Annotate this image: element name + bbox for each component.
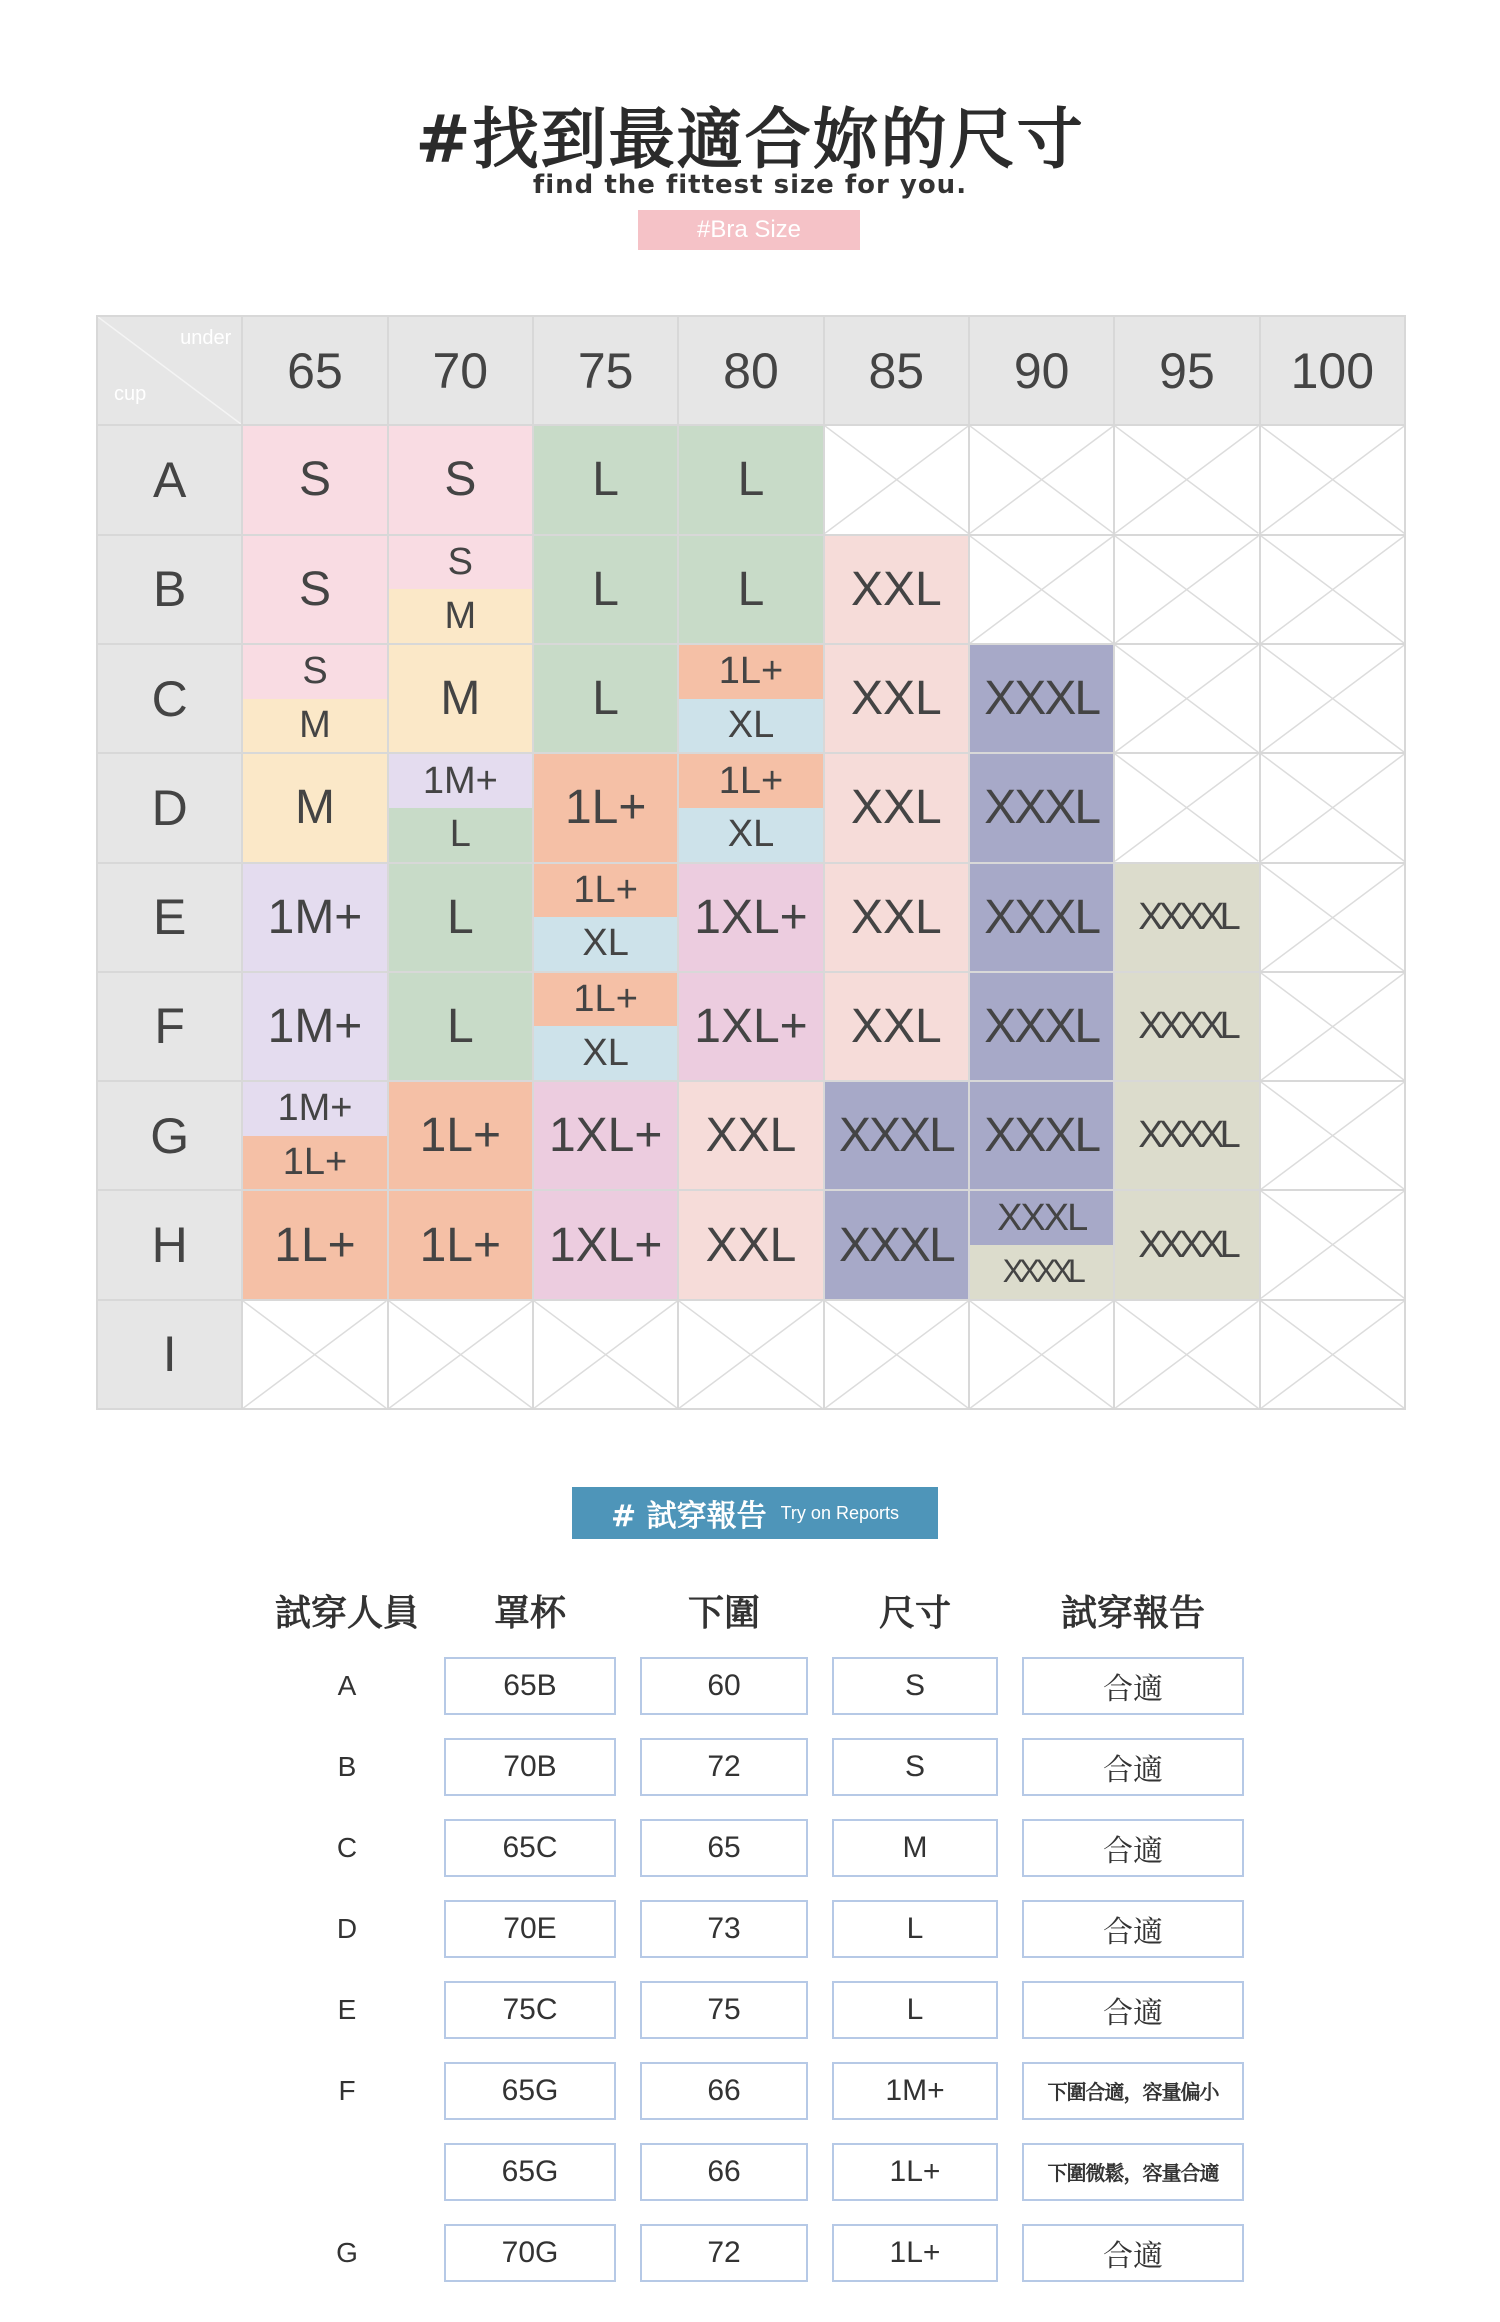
size-cell-G-75 xyxy=(534,1082,679,1191)
size-label: M xyxy=(389,589,532,643)
size-label: XXXL xyxy=(970,973,1113,1080)
size-label: XL xyxy=(679,699,822,753)
cup-header-F: F xyxy=(98,973,243,1082)
page-subtitle: find the fittest size for you. xyxy=(532,170,968,200)
report-person: G xyxy=(336,2236,358,2268)
report-size: S xyxy=(832,1657,998,1715)
report-person: E xyxy=(337,1993,357,2025)
size-label: XXXL xyxy=(970,864,1113,971)
report-result: 合適 xyxy=(1022,1819,1244,1877)
report-cup: 75C xyxy=(444,1981,616,2039)
size-cell-D-70 xyxy=(389,754,534,863)
size-label: 1XL+ xyxy=(679,973,822,1080)
size-cell-empty xyxy=(1261,1301,1406,1410)
size-cell-empty xyxy=(1115,426,1260,535)
size-cell-H-75 xyxy=(534,1191,679,1300)
size-cell-G-80 xyxy=(679,1082,824,1191)
cup-header-C: C xyxy=(98,645,243,754)
empty-cell-cross-icon xyxy=(1261,426,1404,533)
report-person: D xyxy=(336,1912,358,1944)
header-cup: 罩杯 xyxy=(493,1592,566,1634)
bra-size-badge: #Bra Size xyxy=(638,210,860,250)
size-cell-C-85 xyxy=(825,645,970,754)
size-cell-empty xyxy=(243,1301,388,1410)
empty-cell-cross-icon xyxy=(389,1301,532,1408)
size-label: M xyxy=(389,645,532,752)
size-label: M xyxy=(243,699,386,753)
report-cup: 70E xyxy=(444,1900,616,1958)
size-cell-empty xyxy=(1261,1082,1406,1191)
report-cup: 70B xyxy=(444,1738,616,1796)
cup-header-H: H xyxy=(98,1191,243,1300)
empty-cell-cross-icon xyxy=(1261,754,1404,861)
size-label: XXXXL xyxy=(1115,973,1258,1080)
size-cell-B-70 xyxy=(389,536,534,645)
size-cell-F-75 xyxy=(534,973,679,1082)
size-label: L xyxy=(534,426,677,533)
report-row xyxy=(250,1645,1250,1726)
size-cell-G-90 xyxy=(970,1082,1115,1191)
report-size: L xyxy=(832,1981,998,2039)
empty-cell-cross-icon xyxy=(970,426,1113,533)
report-result: 下圍微鬆，容量合適 xyxy=(1022,2143,1244,2201)
underbust-header-65: 65 xyxy=(243,317,388,426)
size-cell-empty xyxy=(970,536,1115,645)
size-label: XXL xyxy=(679,1082,822,1189)
cup-header-I: I xyxy=(98,1301,243,1410)
size-cell-A-80 xyxy=(679,426,824,535)
size-cell-empty xyxy=(1261,754,1406,863)
underbust-header-75: 75 xyxy=(534,317,679,426)
report-size: 1L+ xyxy=(832,2143,998,2201)
header-report: 試穿報告 xyxy=(1060,1592,1205,1634)
report-row xyxy=(250,1969,1250,2050)
size-label: XXXL xyxy=(970,1082,1113,1189)
size-cell-empty xyxy=(1261,536,1406,645)
size-cell-F-70 xyxy=(389,973,534,1082)
size-cell-H-65 xyxy=(243,1191,388,1300)
size-label: 1M+ xyxy=(243,973,386,1080)
empty-cell-cross-icon xyxy=(1261,645,1404,752)
size-label: XXL xyxy=(825,864,968,971)
header-person: 試穿人員 xyxy=(274,1592,419,1634)
report-result: 合適 xyxy=(1022,1900,1244,1958)
size-cell-B-80 xyxy=(679,536,824,645)
report-underbust: 66 xyxy=(640,2062,808,2120)
size-label: 1XL+ xyxy=(679,864,822,971)
page-title: #找到最適合妳的尺寸 xyxy=(415,101,1085,178)
size-cell-empty xyxy=(1115,754,1260,863)
size-cell-D-85 xyxy=(825,754,970,863)
size-cell-H-80 xyxy=(679,1191,824,1300)
size-label: XXXL xyxy=(970,754,1113,861)
size-cell-empty xyxy=(825,426,970,535)
size-label: 1L+ xyxy=(534,864,677,918)
size-label: L xyxy=(679,536,822,643)
size-cell-E-90 xyxy=(970,864,1115,973)
empty-cell-cross-icon xyxy=(825,426,968,533)
size-label: S xyxy=(243,426,386,533)
size-label: XXXL xyxy=(825,1191,968,1298)
size-cell-empty xyxy=(825,1301,970,1410)
size-cell-A-65 xyxy=(243,426,388,535)
cup-header-G: G xyxy=(98,1082,243,1191)
cup-header-B: B xyxy=(98,536,243,645)
size-label: XL xyxy=(534,917,677,971)
underbust-header-90: 90 xyxy=(970,317,1115,426)
corner-cup-label: cup xyxy=(114,383,147,406)
size-label: 1XL+ xyxy=(534,1191,677,1298)
empty-cell-cross-icon xyxy=(1115,536,1258,643)
report-size: 1M+ xyxy=(832,2062,998,2120)
size-label: L xyxy=(389,973,532,1080)
empty-cell-cross-icon xyxy=(1261,1301,1404,1408)
size-cell-H-70 xyxy=(389,1191,534,1300)
size-cell-B-65 xyxy=(243,536,388,645)
size-label: L xyxy=(679,426,822,533)
empty-cell-cross-icon xyxy=(1115,426,1258,533)
try-on-reports-title: # 試穿報告 xyxy=(611,1499,767,1534)
underbust-header-100: 100 xyxy=(1261,317,1406,426)
empty-cell-cross-icon xyxy=(243,1301,386,1408)
size-label: L xyxy=(534,645,677,752)
report-cup: 65B xyxy=(444,1657,616,1715)
size-label: XL xyxy=(679,808,822,862)
try-on-reports-subtitle: Try on Reports xyxy=(780,1502,899,1523)
report-result: 合適 xyxy=(1022,1738,1244,1796)
report-row xyxy=(250,2131,1250,2212)
size-cell-D-75 xyxy=(534,754,679,863)
empty-cell-cross-icon xyxy=(1261,536,1404,643)
size-cell-empty xyxy=(1115,1301,1260,1410)
grid-corner xyxy=(98,317,243,426)
cup-header-A: A xyxy=(98,426,243,535)
size-label: S xyxy=(389,536,532,590)
try-on-report-table xyxy=(250,1575,1250,2293)
report-size: M xyxy=(832,1819,998,1877)
underbust-header-80: 80 xyxy=(679,317,824,426)
size-cell-empty xyxy=(389,1301,534,1410)
empty-cell-cross-icon xyxy=(534,1301,677,1408)
empty-cell-cross-icon xyxy=(1261,1082,1404,1189)
size-label: 1XL+ xyxy=(534,1082,677,1189)
size-label: 1L+ xyxy=(389,1191,532,1298)
report-cup: 65G xyxy=(444,2062,616,2120)
size-cell-empty xyxy=(1115,645,1260,754)
empty-cell-cross-icon xyxy=(970,1301,1113,1408)
size-label: 1M+ xyxy=(389,754,532,808)
size-cell-D-90 xyxy=(970,754,1115,863)
size-label: XXXL xyxy=(825,1082,968,1189)
report-row xyxy=(250,1888,1250,1969)
report-person: B xyxy=(337,1750,357,1782)
size-cell-C-70 xyxy=(389,645,534,754)
size-cell-F-95 xyxy=(1115,973,1260,1082)
report-row xyxy=(250,2050,1250,2131)
header-size: 尺寸 xyxy=(878,1592,951,1634)
report-size: S xyxy=(832,1738,998,1796)
size-label: 1M+ xyxy=(243,1082,386,1136)
size-cell-empty xyxy=(1115,536,1260,645)
size-cell-E-95 xyxy=(1115,864,1260,973)
empty-cell-cross-icon xyxy=(1115,754,1258,861)
report-result: 合適 xyxy=(1022,1981,1244,2039)
corner-under-label: under xyxy=(180,327,232,349)
report-underbust: 66 xyxy=(640,2143,808,2201)
size-cell-E-85 xyxy=(825,864,970,973)
size-label: XXL xyxy=(825,645,968,752)
size-label: 1L+ xyxy=(679,754,822,808)
size-label: 1L+ xyxy=(679,645,822,699)
size-cell-empty xyxy=(1261,973,1406,1082)
empty-cell-cross-icon xyxy=(1261,973,1404,1080)
size-label: 1L+ xyxy=(534,754,677,861)
size-label: XXL xyxy=(825,536,968,643)
size-label: XXXXL xyxy=(970,1245,1113,1299)
size-cell-D-65 xyxy=(243,754,388,863)
size-cell-empty xyxy=(1261,426,1406,535)
size-label: XXL xyxy=(679,1191,822,1298)
report-result: 合適 xyxy=(1022,2224,1244,2282)
size-label: XXL xyxy=(825,973,968,1080)
empty-cell-cross-icon xyxy=(970,536,1113,643)
size-cell-C-75 xyxy=(534,645,679,754)
size-cell-E-65 xyxy=(243,864,388,973)
size-label: XXL xyxy=(825,754,968,861)
size-label: 1L+ xyxy=(243,1136,386,1190)
report-cup: 70G xyxy=(444,2224,616,2282)
size-cell-A-75 xyxy=(534,426,679,535)
size-label: XXXXL xyxy=(1115,1082,1258,1189)
report-result: 下圍合適，容量偏小 xyxy=(1022,2062,1244,2120)
size-cell-empty xyxy=(534,1301,679,1410)
report-cup: 65C xyxy=(444,1819,616,1877)
size-cell-G-85 xyxy=(825,1082,970,1191)
report-underbust: 60 xyxy=(640,1657,808,1715)
size-chart-grid xyxy=(96,315,1406,1410)
size-label: XL xyxy=(534,1026,677,1080)
size-label: L xyxy=(389,808,532,862)
size-cell-E-70 xyxy=(389,864,534,973)
empty-cell-cross-icon xyxy=(1115,1301,1258,1408)
size-cell-B-75 xyxy=(534,536,679,645)
size-cell-G-70 xyxy=(389,1082,534,1191)
size-label: XXXXL xyxy=(1115,1191,1258,1298)
underbust-header-70: 70 xyxy=(389,317,534,426)
size-label: XXXXL xyxy=(1115,864,1258,971)
report-row xyxy=(250,2212,1250,2293)
cup-header-E: E xyxy=(98,864,243,973)
report-size: 1L+ xyxy=(832,2224,998,2282)
size-label: XXXL xyxy=(970,1191,1113,1245)
report-cup: 65G xyxy=(444,2143,616,2201)
size-label: M xyxy=(243,754,386,861)
size-cell-E-75 xyxy=(534,864,679,973)
size-label: S xyxy=(243,645,386,699)
report-person: A xyxy=(337,1669,357,1701)
size-label: 1L+ xyxy=(243,1191,386,1298)
size-cell-D-80 xyxy=(679,754,824,863)
try-on-reports-badge xyxy=(572,1487,938,1539)
report-underbust: 73 xyxy=(640,1900,808,1958)
size-cell-empty xyxy=(679,1301,824,1410)
empty-cell-cross-icon xyxy=(1115,645,1258,752)
underbust-header-85: 85 xyxy=(825,317,970,426)
report-size: L xyxy=(832,1900,998,1958)
empty-cell-cross-icon xyxy=(1261,864,1404,971)
size-cell-C-80 xyxy=(679,645,824,754)
report-header-row xyxy=(250,1575,1250,1645)
size-cell-H-85 xyxy=(825,1191,970,1300)
size-cell-B-85 xyxy=(825,536,970,645)
size-cell-empty xyxy=(970,426,1115,535)
size-label: 1L+ xyxy=(389,1082,532,1189)
underbust-header-95: 95 xyxy=(1115,317,1260,426)
empty-cell-cross-icon xyxy=(825,1301,968,1408)
size-label: S xyxy=(389,426,532,533)
size-cell-G-95 xyxy=(1115,1082,1260,1191)
empty-cell-cross-icon xyxy=(1261,1191,1404,1298)
size-cell-C-65 xyxy=(243,645,388,754)
size-cell-F-85 xyxy=(825,973,970,1082)
report-row xyxy=(250,1726,1250,1807)
size-cell-F-80 xyxy=(679,973,824,1082)
cup-header-D: D xyxy=(98,754,243,863)
size-label: S xyxy=(243,536,386,643)
size-cell-H-95 xyxy=(1115,1191,1260,1300)
report-underbust: 75 xyxy=(640,1981,808,2039)
report-underbust: 72 xyxy=(640,2224,808,2282)
size-label: 1M+ xyxy=(243,864,386,971)
size-label: L xyxy=(389,864,532,971)
size-cell-H-90 xyxy=(970,1191,1115,1300)
report-row xyxy=(250,1807,1250,1888)
size-cell-G-65 xyxy=(243,1082,388,1191)
empty-cell-cross-icon xyxy=(679,1301,822,1408)
size-cell-empty xyxy=(970,1301,1115,1410)
size-cell-E-80 xyxy=(679,864,824,973)
size-cell-empty xyxy=(1261,645,1406,754)
size-cell-F-65 xyxy=(243,973,388,1082)
size-cell-F-90 xyxy=(970,973,1115,1082)
report-person: C xyxy=(336,1831,358,1863)
report-person: F xyxy=(338,2074,356,2106)
header-underbust: 下圍 xyxy=(687,1592,760,1634)
size-cell-empty xyxy=(1261,864,1406,973)
report-underbust: 72 xyxy=(640,1738,808,1796)
size-label: XXXL xyxy=(970,645,1113,752)
size-label: 1L+ xyxy=(534,973,677,1027)
size-cell-C-90 xyxy=(970,645,1115,754)
size-label: L xyxy=(534,536,677,643)
report-result: 合適 xyxy=(1022,1657,1244,1715)
size-cell-empty xyxy=(1261,1191,1406,1300)
report-underbust: 65 xyxy=(640,1819,808,1877)
size-cell-A-70 xyxy=(389,426,534,535)
